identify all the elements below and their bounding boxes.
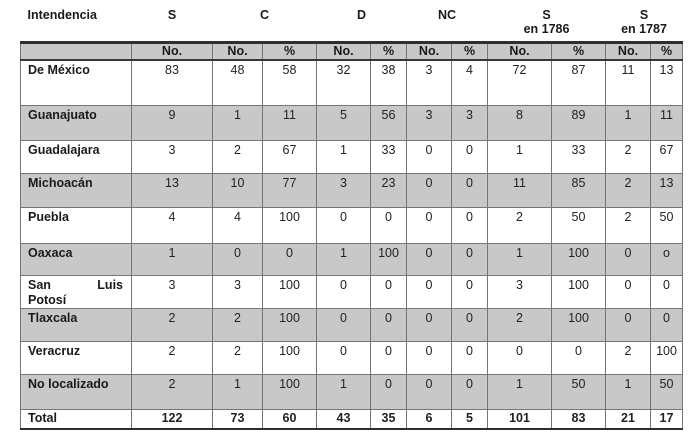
data-cell: 0	[407, 374, 452, 409]
column-group-label: Intendencia	[27, 8, 97, 22]
data-cell: 0	[488, 341, 552, 374]
row-label: Puebla	[21, 207, 132, 243]
data-cell: 11	[263, 105, 317, 140]
data-cell: 0	[452, 243, 488, 275]
data-cell: 3	[317, 173, 371, 207]
data-cell: 8	[488, 105, 552, 140]
data-cell: 9	[132, 105, 213, 140]
data-cell: 0	[606, 308, 651, 341]
data-cell: o	[651, 243, 683, 275]
data-cell: 1	[317, 140, 371, 173]
data-cell: 0	[606, 243, 651, 275]
total-row	[21, 409, 683, 429]
table-subheader-row	[21, 42, 683, 60]
data-cell: 4	[452, 60, 488, 105]
data-cell: 100	[552, 308, 606, 341]
data-cell: 3	[452, 105, 488, 140]
column-group-label: S	[639, 8, 649, 22]
data-cell: 50	[552, 374, 606, 409]
data-cell: 1	[317, 243, 371, 275]
data-cell: 0	[371, 207, 407, 243]
data-cell: 100	[263, 207, 317, 243]
data-cell: 60	[263, 409, 317, 429]
data-cell: 13	[132, 173, 213, 207]
data-cell: 0	[213, 243, 263, 275]
subheader-cell: %	[452, 42, 488, 60]
data-cell: 72	[488, 60, 552, 105]
row-label-word: San	[28, 277, 51, 292]
data-cell: 23	[371, 173, 407, 207]
data-cell: 6	[407, 409, 452, 429]
data-cell: 3	[407, 105, 452, 140]
data-cell: 0	[452, 374, 488, 409]
subheader-cell: No.	[407, 42, 452, 60]
subheader-cell: No.	[317, 42, 371, 60]
data-cell: 0	[371, 374, 407, 409]
data-cell: 0	[317, 275, 371, 308]
data-cell: 4	[132, 207, 213, 243]
data-cell: 35	[371, 409, 407, 429]
row-label: Total	[21, 409, 132, 429]
subheader-cell: %	[651, 42, 683, 60]
data-cell: 1	[213, 105, 263, 140]
data-cell: 100	[263, 341, 317, 374]
data-cell: 1	[488, 374, 552, 409]
data-cell: 0	[452, 341, 488, 374]
subheader-empty-cell	[21, 42, 132, 60]
column-group-nc	[407, 4, 488, 42]
data-cell: 2	[132, 308, 213, 341]
data-cell: 0	[317, 207, 371, 243]
data-cell: 21	[606, 409, 651, 429]
subheader-cell: No.	[606, 42, 651, 60]
intendencia-table	[20, 4, 683, 430]
table-row	[21, 105, 683, 140]
data-cell: 89	[552, 105, 606, 140]
data-cell: 2	[132, 374, 213, 409]
data-cell: 5	[452, 409, 488, 429]
column-group-s-1786	[488, 4, 606, 42]
data-cell: 2	[606, 140, 651, 173]
row-label-line2: Potosí	[28, 292, 67, 307]
column-group-label: C	[259, 8, 270, 22]
data-cell: 100	[552, 243, 606, 275]
column-group-label: S	[167, 8, 177, 22]
data-cell: 2	[213, 341, 263, 374]
data-cell: 58	[263, 60, 317, 105]
data-cell: 2	[132, 341, 213, 374]
data-cell: 50	[651, 374, 683, 409]
data-cell: 0	[452, 207, 488, 243]
data-cell: 0	[263, 243, 317, 275]
data-cell: 0	[452, 173, 488, 207]
data-cell: 11	[606, 60, 651, 105]
data-cell: 3	[213, 275, 263, 308]
data-cell: 3	[488, 275, 552, 308]
data-cell: 2	[488, 308, 552, 341]
data-cell: 0	[371, 275, 407, 308]
data-cell: 2	[488, 207, 552, 243]
data-cell: 0	[407, 140, 452, 173]
subheader-cell: No.	[132, 42, 213, 60]
data-cell: 87	[552, 60, 606, 105]
row-label: De México	[21, 60, 132, 105]
data-cell: 83	[552, 409, 606, 429]
column-group-label: NC	[437, 8, 457, 22]
table-row	[21, 243, 683, 275]
data-cell: 43	[317, 409, 371, 429]
table-header	[21, 4, 683, 60]
data-cell: 2	[606, 173, 651, 207]
column-group-label: en 1786	[523, 22, 570, 36]
data-cell: 0	[651, 308, 683, 341]
data-cell: 56	[371, 105, 407, 140]
data-cell: 73	[213, 409, 263, 429]
data-cell: 0	[407, 308, 452, 341]
data-cell: 0	[452, 140, 488, 173]
data-cell: 0	[552, 341, 606, 374]
row-label: Guanajuato	[21, 105, 132, 140]
data-cell: 50	[651, 207, 683, 243]
data-cell: 0	[407, 243, 452, 275]
data-cell: 0	[407, 275, 452, 308]
data-cell: 2	[606, 341, 651, 374]
data-cell: 85	[552, 173, 606, 207]
data-cell: 5	[317, 105, 371, 140]
column-group-s	[132, 4, 213, 42]
column-group-s-1787	[606, 4, 683, 42]
table-row	[21, 207, 683, 243]
row-label: Guadalajara	[21, 140, 132, 173]
data-cell: 11	[488, 173, 552, 207]
data-cell: 3	[132, 140, 213, 173]
data-cell: 3	[407, 60, 452, 105]
data-cell: 0	[371, 308, 407, 341]
data-cell: 0	[407, 207, 452, 243]
data-cell: 11	[651, 105, 683, 140]
table-title-row	[21, 4, 683, 42]
table-row	[21, 60, 683, 105]
data-cell: 1	[606, 374, 651, 409]
table-body	[21, 60, 683, 429]
data-cell: 0	[452, 308, 488, 341]
column-group-c	[213, 4, 317, 42]
table-row	[21, 308, 683, 341]
data-cell: 1	[213, 374, 263, 409]
data-cell: 50	[552, 207, 606, 243]
data-cell: 4	[213, 207, 263, 243]
data-cell: 0	[606, 275, 651, 308]
data-cell: 101	[488, 409, 552, 429]
table-row	[21, 173, 683, 207]
table-row	[21, 140, 683, 173]
table-row	[21, 275, 683, 308]
data-cell: 1	[488, 243, 552, 275]
data-cell: 122	[132, 409, 213, 429]
data-cell: 0	[407, 173, 452, 207]
subheader-cell: No.	[488, 42, 552, 60]
data-cell: 100	[263, 275, 317, 308]
data-cell: 83	[132, 60, 213, 105]
data-cell: 1	[488, 140, 552, 173]
data-cell: 2	[213, 308, 263, 341]
data-cell: 67	[263, 140, 317, 173]
data-cell: 33	[552, 140, 606, 173]
data-cell: 0	[317, 308, 371, 341]
data-cell: 100	[552, 275, 606, 308]
table-row	[21, 374, 683, 409]
data-cell: 13	[651, 173, 683, 207]
data-cell: 2	[606, 207, 651, 243]
data-cell: 1	[317, 374, 371, 409]
column-group-intendencia	[21, 4, 132, 42]
column-group-label: en 1787	[621, 22, 667, 36]
data-cell: 3	[132, 275, 213, 308]
subheader-cell: %	[371, 42, 407, 60]
subheader-cell: No.	[213, 42, 263, 60]
subheader-cell: %	[552, 42, 606, 60]
data-cell: 100	[263, 374, 317, 409]
data-cell: 77	[263, 173, 317, 207]
data-cell: 13	[651, 60, 683, 105]
data-cell: 33	[371, 140, 407, 173]
row-label: Oaxaca	[21, 243, 132, 275]
data-cell: 17	[651, 409, 683, 429]
data-cell: 0	[317, 341, 371, 374]
row-label-line1	[28, 278, 123, 293]
column-group-label: S	[542, 8, 551, 22]
data-cell: 1	[132, 243, 213, 275]
data-cell: 100	[651, 341, 683, 374]
data-cell: 0	[452, 275, 488, 308]
table-row	[21, 341, 683, 374]
data-cell: 0	[407, 341, 452, 374]
row-label: Veracruz	[21, 341, 132, 374]
data-cell: 0	[651, 275, 683, 308]
row-label	[21, 275, 132, 308]
data-cell: 67	[651, 140, 683, 173]
data-cell: 32	[317, 60, 371, 105]
data-cell: 0	[371, 341, 407, 374]
row-label-word: Luis	[97, 277, 123, 292]
data-cell: 48	[213, 60, 263, 105]
data-cell: 2	[213, 140, 263, 173]
row-label: Michoacán	[21, 173, 132, 207]
data-cell: 100	[263, 308, 317, 341]
data-cell: 38	[371, 60, 407, 105]
column-group-label: D	[356, 8, 367, 22]
row-label: Tlaxcala	[21, 308, 132, 341]
data-cell: 10	[213, 173, 263, 207]
column-group-d	[317, 4, 407, 42]
row-label: No localizado	[21, 374, 132, 409]
subheader-cell: %	[263, 42, 317, 60]
data-cell: 100	[371, 243, 407, 275]
data-cell: 1	[606, 105, 651, 140]
